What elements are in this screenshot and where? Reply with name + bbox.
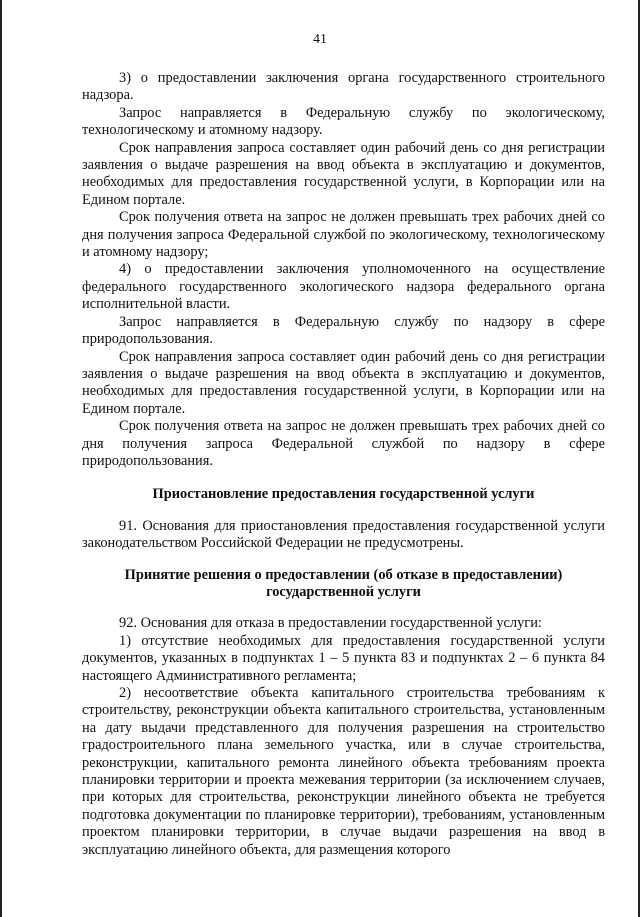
paragraph-response-deadline: Срок получения ответа на запрос не должен превышать трех рабочих дней со дня получения запроса Федеральной службой по экологическому, технологическому и атомному надзору; — [82, 209, 605, 261]
paragraph-response-deadline-2: Срок получения ответа на запрос не должен превышать трех рабочих дней со дня получения запроса Федеральной службой по надзору в сфере природопользования. — [82, 418, 605, 469]
paragraph-item-3: 3) о предоставлении заключения органа государственного строительного надзора. — [82, 70, 605, 104]
paragraph-92-item-1: 1) отсутствие необходимых для предоставления государственной услуги документов, указанных в подпунктах 1 – 5 пункта 83 и подпунктах 2 – 6 пункта 84 настоящего Административного регламента; — [82, 632, 605, 684]
document-body — [82, 70, 605, 859]
paragraph-92-item-2: 2) несоответствие объекта капитального строительства требованиям к строительству, реконструкции объекта капитального строительства, установленным на дату выдачи представленного для получения разрешения на строительство градостроительного плана земельного участка, или в случае строительства, реконструкции, капитального ремонта линейного объекта требованиям проекта планировки территории и проекта межевания территории (за исключением случаев, при которых для строительства, реконструкции линейного объекта не требуется подготовка документации по планировке территории), требованиям, установленным проектом планировки территории, в случае выдачи разрешения на ввод в эксплуатацию линейного объекта, для размещения которого — [82, 685, 605, 858]
paragraph-request-rosprirodnadzor: Запрос направляется в Федеральную службу по надзору в сфере природопользования. — [82, 313, 605, 348]
paragraph-item-4: 4) о предоставлении заключения уполномоченного на осуществление федерального государственного экологического надзора федерального органа исполнительной власти. — [82, 261, 605, 313]
page-number: 41 — [313, 32, 327, 47]
section-heading-suspension: Приостановление предоставления государственной услуги — [152, 486, 535, 503]
section-heading-decision: Принятие решения о предоставлении (об отказе в предоставлении) государственной услуги — [124, 566, 563, 600]
paragraph-request-deadline: Срок направления запроса составляет один рабочий день со дня регистрации заявления о выдаче разрешения на ввод объекта в эксплуатацию и документов, необходимых для предоставления государственной услуги, в Корпорации или на Едином портале. — [82, 139, 605, 208]
scan-border-left — [0, 0, 2, 917]
paragraph-request-deadline-2: Срок направления запроса составляет один рабочий день со дня регистрации заявления о выдаче разрешения на ввод объекта в эксплуатацию и документов, необходимых для предоставления государственной услуги, в Корпорации или на Едином портале. — [82, 348, 605, 417]
paragraph-91: 91. Основания для приостановления предоставления государственной услуги законодательством Российской Федерации не предусмотрены. — [82, 517, 605, 552]
paragraph-request-rostekhnadzor: Запрос направляется в Федеральную службу по экологическому, технологическому и атомному надзору. — [82, 104, 605, 139]
paragraph-92: 92. Основания для отказа в предоставлении государственной услуги: — [119, 615, 542, 632]
